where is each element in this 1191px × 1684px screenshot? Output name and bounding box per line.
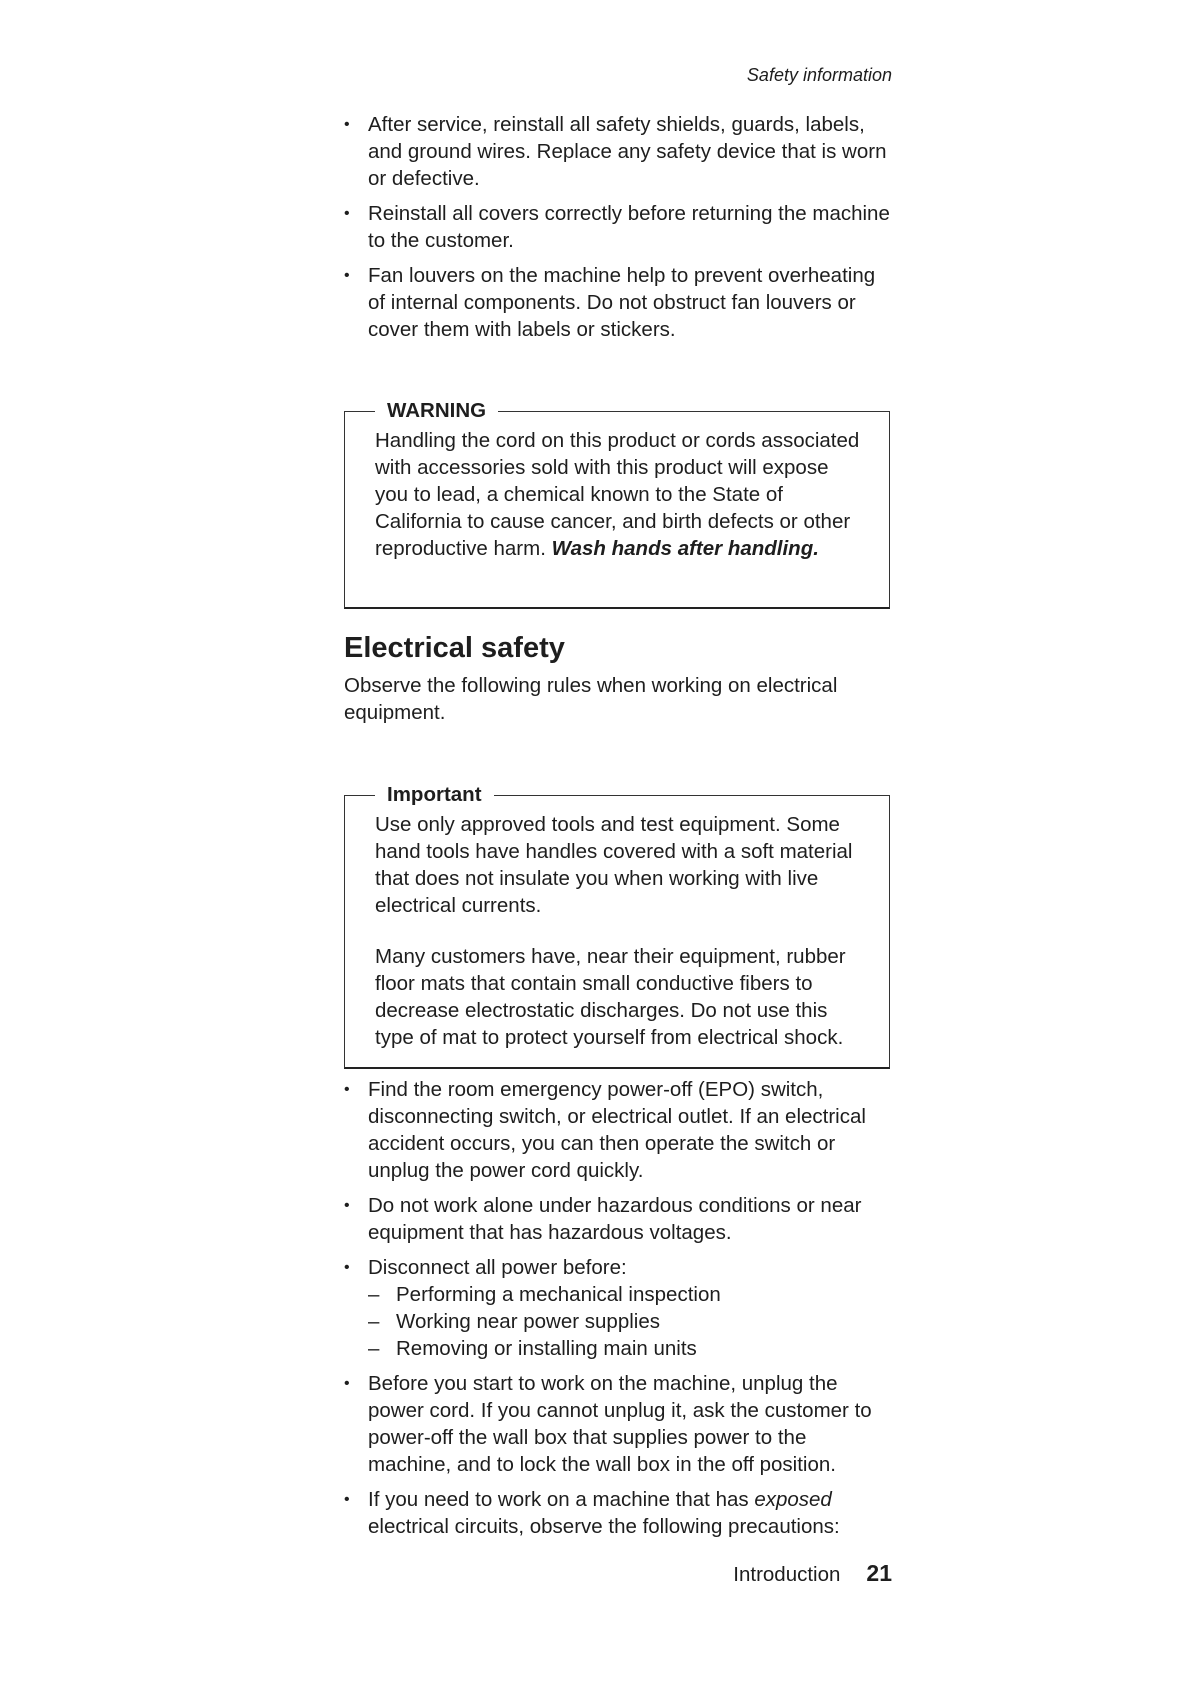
section-title: Electrical safety <box>344 632 565 664</box>
list-item-text: Fan louvers on the machine help to prevent overheating of internal components. Do not obstruct fan louvers or cover them with labels or stickers. <box>368 264 876 341</box>
bullet-icon: • <box>344 1259 350 1276</box>
list-item-text: Before you start to work on the machine, unplug the power cord. If you cannot unplug it, ask the customer to power-off the wall box that supplies power to the machine, and to lock the wall box in the off position. <box>368 1372 872 1476</box>
bullet-icon: • <box>344 267 350 284</box>
bullet-icon: • <box>344 1375 350 1392</box>
important-paragraph: Many customers have, near their equipment, rubber floor mats that contain small conductive fibers to decrease electrostatic discharges. Do not use this type of mat to protect yourself from electrical shock. <box>375 945 846 1049</box>
sub-list-item <box>368 1308 892 1335</box>
bullet-icon: • <box>344 1197 350 1214</box>
exposed-text-before: If you need to work on a machine that has <box>368 1488 749 1511</box>
list-item <box>344 1076 892 1184</box>
list-item <box>344 1486 892 1540</box>
dash-icon: – <box>368 1310 380 1333</box>
warning-notice-box <box>344 399 890 609</box>
list-item-text: Find the room emergency power-off (EPO) switch, disconnecting switch, or electrical outlet. If an electrical accident occurs, you can then operate the switch or unplug the power cord quickly. <box>368 1078 866 1182</box>
list-item-text <box>368 1488 840 1538</box>
warning-title: WARNING <box>375 397 498 424</box>
warning-emphasis: Wash hands after handling. <box>551 537 819 560</box>
sub-list-item-text: Working near power supplies <box>396 1310 660 1333</box>
sub-list-item-text: Removing or installing main units <box>396 1337 697 1360</box>
important-paragraph: Use only approved tools and test equipment. Some hand tools have handles covered with a soft material that does not insulate you when working with live electrical currents. <box>375 813 853 917</box>
bullet-icon: • <box>344 205 350 222</box>
disconnect-sub-list <box>368 1281 892 1362</box>
sub-list-item <box>368 1335 892 1362</box>
exposed-emphasis: exposed <box>754 1488 832 1511</box>
bullet-icon: • <box>344 116 350 133</box>
list-item <box>344 1192 892 1246</box>
bullet-icon: • <box>344 1491 350 1508</box>
sub-list-item-text: Performing a mechanical inspection <box>396 1283 721 1306</box>
list-item-text: After service, reinstall all safety shields, guards, labels, and ground wires. Replace any safety device that is worn or defective. <box>368 113 887 190</box>
bullet-icon: • <box>344 1081 350 1098</box>
electrical-rules-list <box>344 1076 892 1548</box>
exposed-text-after: electrical circuits, observe the following precautions: <box>368 1515 840 1538</box>
dash-icon: – <box>368 1283 380 1306</box>
page-footer <box>733 1560 892 1588</box>
list-item <box>344 1370 892 1478</box>
safety-bullet-list <box>344 111 892 351</box>
important-notice-box <box>344 783 890 1069</box>
list-item-text: Do not work alone under hazardous conditions or near equipment that has hazardous voltages. <box>368 1194 862 1244</box>
warning-text <box>375 427 861 562</box>
list-item <box>344 1254 892 1362</box>
section-intro: Observe the following rules when working on electrical equipment. <box>344 674 838 724</box>
page-number: 21 <box>866 1560 892 1586</box>
list-item <box>344 111 892 192</box>
warning-body: Handling the cord on this product or cords associated with accessories sold with this product will expose you to lead, a chemical known to the State of California to cause cancer, and birth defects or other reproductive harm. <box>375 429 860 560</box>
list-item-text: Reinstall all covers correctly before returning the machine to the customer. <box>368 202 890 252</box>
list-item <box>344 262 892 343</box>
sub-list-item <box>368 1281 892 1308</box>
list-item-text: Disconnect all power before: <box>368 1256 627 1279</box>
document-page <box>344 0 892 1684</box>
running-header: Safety information <box>746 65 892 85</box>
important-title: Important <box>375 781 494 808</box>
footer-chapter: Introduction <box>733 1563 841 1586</box>
dash-icon: – <box>368 1337 380 1360</box>
list-item <box>344 200 892 254</box>
